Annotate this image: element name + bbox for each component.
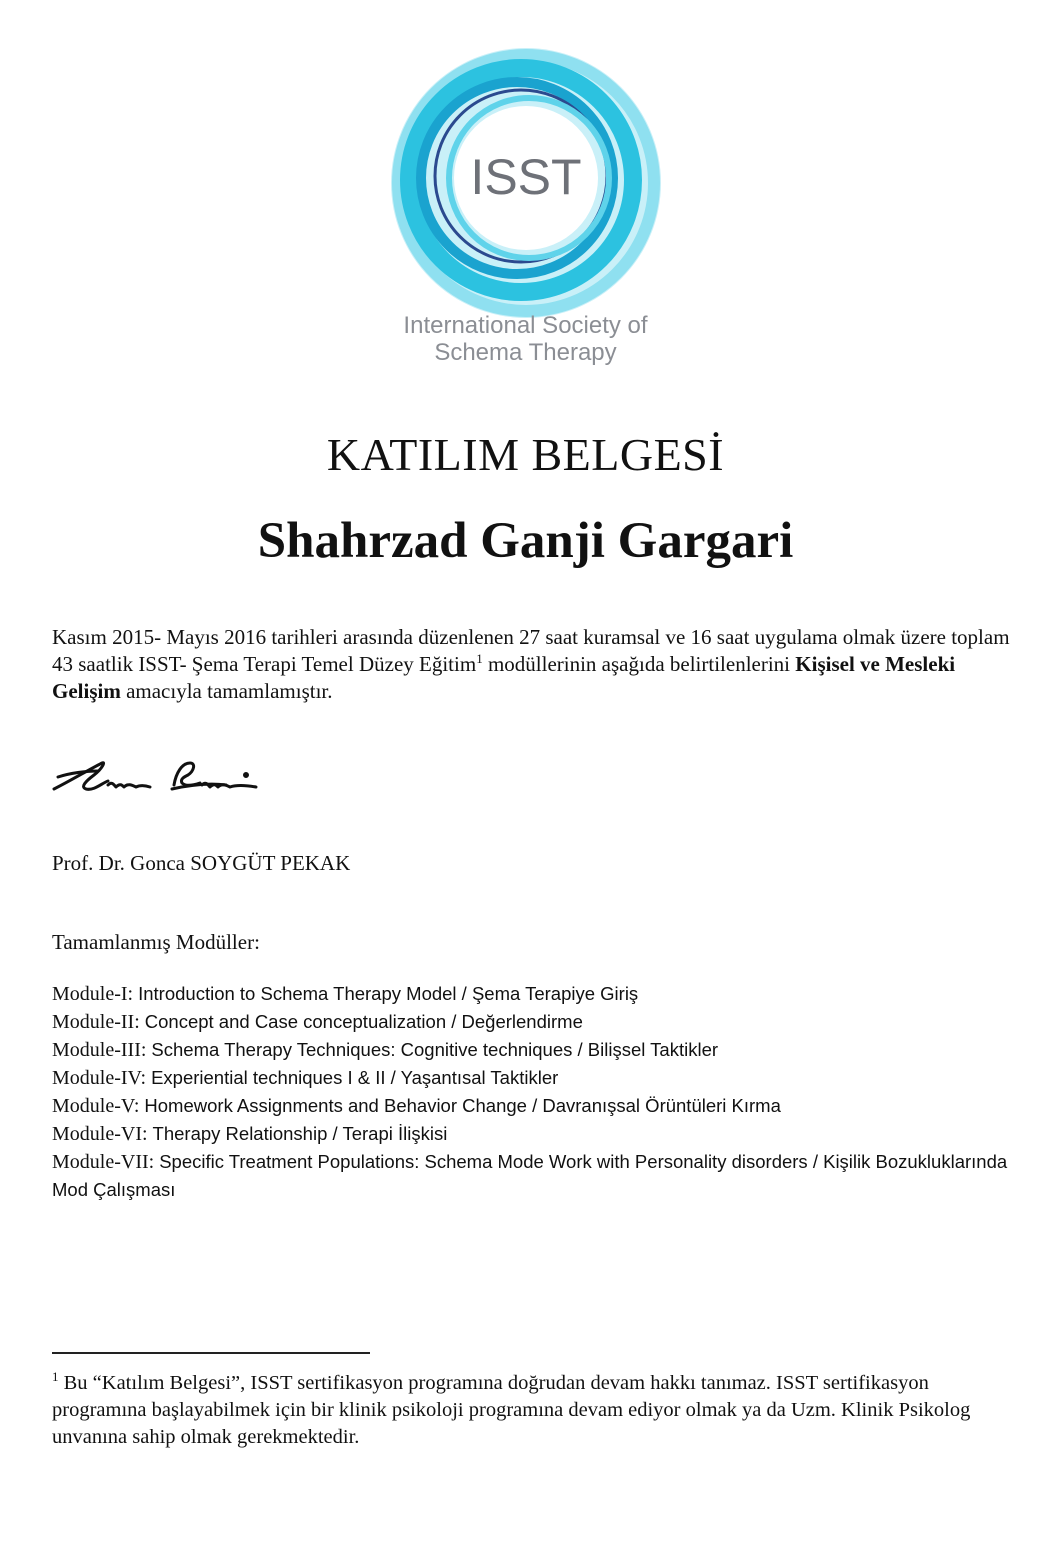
footnote <box>52 1370 1012 1451</box>
module-number: Module-VI: <box>52 1123 148 1145</box>
module-text: Schema Therapy Techniques: Cognitive techniques / Bilişsel Taktikler <box>151 1039 719 1060</box>
list-item <box>52 1064 1012 1092</box>
document-title: KATILIM BELGESİ <box>326 429 725 480</box>
recipient-name: Shahrzad Ganji Gargari <box>257 513 794 569</box>
list-item <box>52 980 1012 1008</box>
handwritten-signature <box>50 755 265 800</box>
list-item <box>52 1148 1012 1204</box>
module-text: Homework Assignments and Behavior Change / Davranışsal Örüntüleri Kırma <box>144 1095 781 1116</box>
footnote-marker: 1 <box>52 1369 59 1385</box>
footnote-reference: 1 <box>476 651 483 666</box>
module-text: Experiential techniques I & II / Yaşantısal Taktikler <box>151 1067 559 1088</box>
logo-acronym: ISST <box>470 149 582 205</box>
module-text: Therapy Relationship / Terapi İlişkisi <box>152 1123 448 1144</box>
footnote-divider <box>52 1352 370 1354</box>
module-text: Concept and Case conceptualization / Değerlendirme <box>144 1011 583 1032</box>
module-number: Module-II: <box>52 1011 140 1033</box>
list-item <box>52 1120 1012 1148</box>
intro-emphasis: Kişisel ve Mesleki Gelişim <box>52 652 956 703</box>
module-number: Module-VII: <box>52 1151 155 1173</box>
intro-text-3: amacıyla tamamlamıştır. <box>120 679 333 703</box>
isst-logo <box>381 38 671 328</box>
module-number: Module-I: <box>52 983 134 1005</box>
list-item <box>52 1092 1012 1120</box>
module-text: Introduction to Schema Therapy Model / Şema Terapiye Giriş <box>138 983 639 1004</box>
module-text: Specific Treatment Populations: Schema Mode Work with Personality disorders / Kişilik Bozukluklarında Mod Çalışması <box>52 1151 1008 1200</box>
logo-caption <box>0 312 1051 366</box>
logo-caption-line1: International Society of <box>403 312 648 339</box>
modules-list <box>52 980 1012 1204</box>
module-number: Module-V: <box>52 1095 140 1117</box>
modules-heading: Tamamlanmış Modüller: <box>52 930 260 954</box>
footnote-text: Bu “Katılım Belgesi”, ISST sertifikasyon programına doğrudan devam hakkı tanımaz. ISST sertifikasyon programına başlayabilmek için bir klinik psikoloji programına devam ediyor olmak ya da Uzm. Klinik Psikolog unvanına sahip olmak gerekmektedir. <box>52 1372 971 1448</box>
intro-text-2: modüllerinin aşağıda belirtilenlerini <box>482 652 796 676</box>
list-item <box>52 1008 1012 1036</box>
intro-text-1: Kasım 2015- Mayıs 2016 tarihleri arasında düzenlenen 27 saat kuramsal ve 16 saat uygulama olmak üzere toplam 43 saatlik ISST- Şema Terapi Temel Düzey Eğitim <box>52 625 1010 676</box>
module-number: Module-IV: <box>52 1067 147 1089</box>
signatory-name: Prof. Dr. Gonca SOYGÜT PEKAK <box>52 851 351 875</box>
logo-caption-line2: Schema Therapy <box>434 339 617 366</box>
intro-paragraph <box>52 624 1012 705</box>
module-number: Module-III: <box>52 1039 147 1061</box>
list-item <box>52 1036 1012 1064</box>
